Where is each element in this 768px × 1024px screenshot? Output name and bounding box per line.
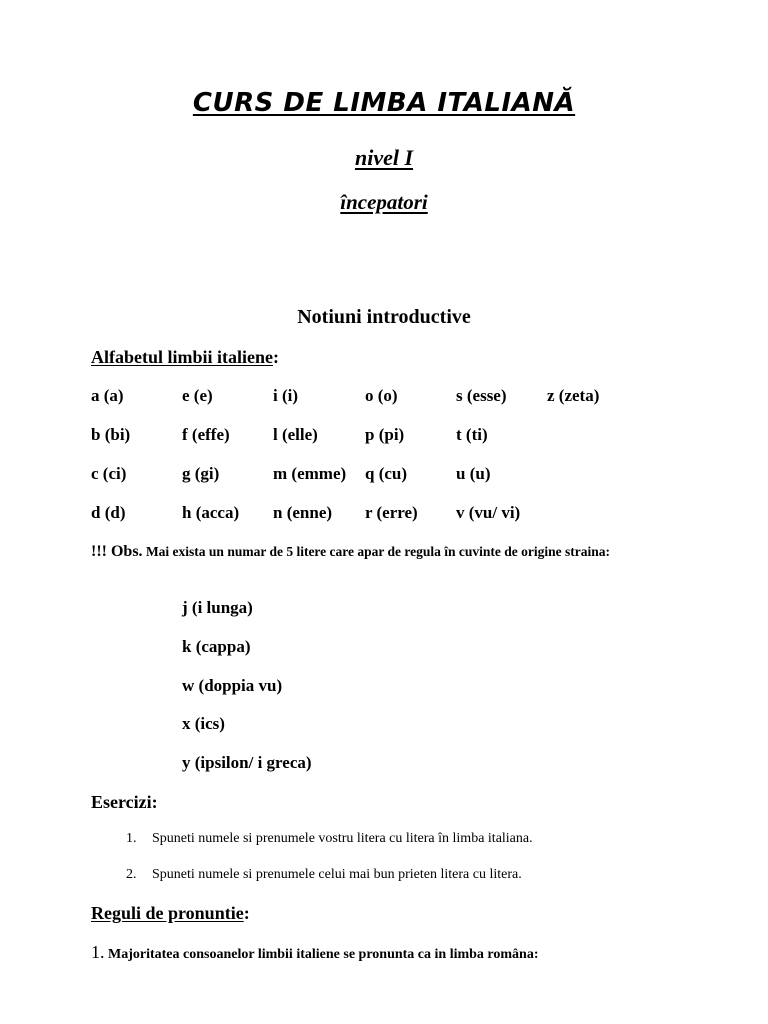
pronunciation-rule: 1. Majoritatea consoanelor limbii italiene se pronunta ca in limba româna: (91, 942, 539, 962)
alphabet-cell: b (bi) (91, 425, 131, 444)
list-item: k (cappa) (182, 637, 251, 656)
alphabet-cell: n (enne) (273, 503, 333, 522)
alphabet-cell: i (i) (273, 386, 299, 405)
exercise-item: 1. Spuneti numele si prenumele vostru litera cu litera în limba italiana. (126, 831, 533, 846)
list-item: x (ics) (182, 714, 225, 733)
alphabet-cell: g (gi) (182, 464, 220, 483)
list-item: j (i lunga) (182, 598, 253, 617)
pronunciation-heading: Reguli de pronuntie: (91, 903, 250, 923)
alphabet-cell: l (elle) (273, 425, 318, 444)
alphabet-heading: Alfabetul limbii italiene: (91, 347, 279, 367)
exercises-heading: Esercizi: (91, 792, 158, 812)
list-item: w (doppia vu) (182, 676, 283, 695)
alphabet-cell: d (d) (91, 503, 126, 522)
observation-text: Mai exista un numar de 5 litere care apar de regula în cuvinte de origine straina: (145, 544, 611, 559)
document-title: CURS DE LIMBA ITALIANĂ (192, 88, 576, 118)
exercise-item: 2. Spuneti numele si prenumele celui mai bun prieten litera cu litera. (126, 867, 522, 882)
alphabet-cell: m (emme) (273, 464, 347, 483)
alphabet-cell: t (ti) (456, 425, 488, 444)
alphabet-cell: v (vu/ vi) (456, 503, 521, 522)
observation-prefix: !!! Obs. (91, 543, 143, 560)
alphabet-cell: q (cu) (365, 464, 408, 483)
alphabet-cell: f (effe) (182, 425, 230, 444)
alphabet-cell: r (erre) (365, 503, 418, 522)
alphabet-cell: o (o) (365, 386, 398, 405)
alphabet-cell: e (e) (182, 386, 213, 405)
course-level: nivel I (354, 145, 414, 170)
alphabet-cell: c (ci) (91, 464, 127, 483)
alphabet-cell: u (u) (456, 464, 491, 483)
alphabet-cell: p (pi) (365, 425, 405, 444)
alphabet-cell: s (esse) (456, 386, 507, 405)
alphabet-cell: h (acca) (182, 503, 240, 522)
section-title: Notiuni introductive (297, 306, 471, 328)
course-audience: începatori (340, 190, 428, 214)
alphabet-cell: a (a) (91, 386, 124, 405)
alphabet-cell: z (zeta) (547, 386, 600, 405)
list-item: y (ipsilon/ i greca) (182, 753, 312, 772)
observation-paragraph (91, 543, 676, 561)
